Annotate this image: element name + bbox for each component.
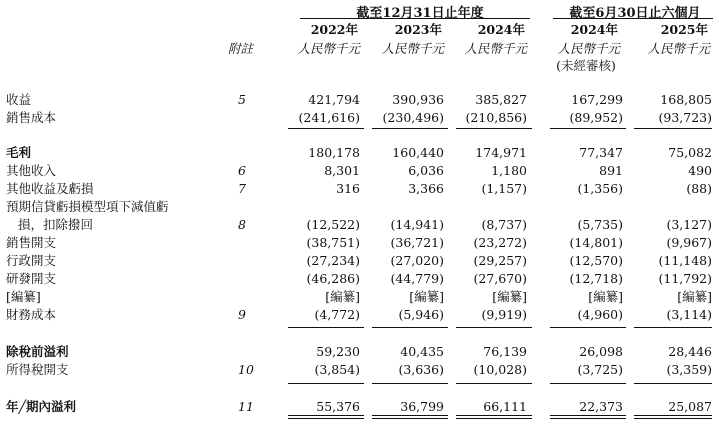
row-value: (93,723) <box>658 110 712 125</box>
table-row <box>0 216 719 234</box>
row-value: 59,230 <box>316 344 360 359</box>
row-value: (14,801) <box>569 235 623 250</box>
row-value: 26,098 <box>579 344 623 359</box>
table-row <box>0 306 719 324</box>
row-value: 76,139 <box>483 344 527 359</box>
row-label: [編纂] <box>6 289 41 304</box>
header-rule-years <box>300 18 530 19</box>
row-value: (12,718) <box>569 271 623 286</box>
row-value: 3,366 <box>408 181 444 196</box>
rule-after-cost <box>634 128 712 129</box>
row-label: 除稅前溢利 <box>6 344 69 359</box>
row-value: [編纂] <box>588 289 623 304</box>
header-unit-2024: 人民幣千元 <box>464 41 527 56</box>
row-value: (241,616) <box>298 110 360 125</box>
header-unit-2025-h1: 人民幣千元 <box>647 41 710 56</box>
row-value: (11,148) <box>658 253 712 268</box>
header-unit-2024-h1: 人民幣千元 <box>557 41 620 56</box>
table-row <box>0 180 719 198</box>
row-value: 40,435 <box>400 344 444 359</box>
row-value: 180,178 <box>308 145 360 160</box>
row-value: (3,127) <box>666 217 712 232</box>
table-row <box>0 343 719 361</box>
row-label: 年╱期內溢利 <box>6 399 77 414</box>
row-label: 其他收益及虧損 <box>6 181 94 196</box>
header-group-sixmonths: 截至6月30日止六個月 <box>569 6 701 21</box>
row-value: (88) <box>686 181 712 196</box>
row-note: 11 <box>238 399 254 414</box>
row-label: 其他收入 <box>6 163 57 178</box>
row-value: (23,272) <box>473 235 527 250</box>
row-value: (3,636) <box>398 362 444 377</box>
table-row <box>0 288 719 306</box>
row-value: (5,946) <box>398 307 444 322</box>
row-value: (3,114) <box>666 307 712 322</box>
row-value: (3,854) <box>314 362 360 377</box>
row-value: (1,157) <box>481 181 527 196</box>
row-value: 8,301 <box>324 163 360 178</box>
row-value: 66,111 <box>483 399 527 414</box>
row-value: 6,036 <box>408 163 444 178</box>
row-label: 財務成本 <box>6 307 57 322</box>
row-value: (3,725) <box>577 362 623 377</box>
row-value: (11,792) <box>658 271 712 286</box>
double-rule-total <box>288 415 364 419</box>
header-rule-sixmonths <box>553 18 713 19</box>
row-value: (12,522) <box>306 217 360 232</box>
table-row <box>0 234 719 252</box>
rule-after-finance <box>550 327 626 328</box>
rule-after-finance <box>634 327 712 328</box>
row-value: (210,856) <box>465 110 527 125</box>
rule-after-tax <box>288 383 364 384</box>
table-row <box>0 361 719 379</box>
double-rule-total <box>634 415 712 419</box>
row-value: (8,737) <box>481 217 527 232</box>
row-value: 75,082 <box>668 145 712 160</box>
rule-after-finance <box>372 327 448 328</box>
rule-after-cost <box>456 128 532 129</box>
row-note: 7 <box>238 181 246 196</box>
row-value: 421,794 <box>308 92 360 107</box>
row-label: 行政開支 <box>6 253 57 268</box>
row-value: (27,234) <box>306 253 360 268</box>
row-label: 研發開支 <box>6 271 57 286</box>
header-year-2024: 2024年 <box>477 22 525 37</box>
row-value: 174,971 <box>475 145 527 160</box>
row-value: (12,570) <box>569 253 623 268</box>
header-unaudited: (未經審核) <box>556 58 616 73</box>
row-value: [編纂] <box>677 289 712 304</box>
row-value: (27,670) <box>473 271 527 286</box>
header-unit-2022: 人民幣千元 <box>297 41 360 56</box>
table-row <box>0 144 719 162</box>
row-value: [編纂] <box>492 289 527 304</box>
rule-after-finance <box>288 327 364 328</box>
row-note: 6 <box>238 163 246 178</box>
row-value: 77,347 <box>579 145 623 160</box>
row-note: 9 <box>238 307 246 322</box>
table-row <box>0 91 719 109</box>
row-label: 預期信貸虧損模型項下減值虧 <box>6 199 169 214</box>
row-value: (29,257) <box>473 253 527 268</box>
row-value: (89,952) <box>569 110 623 125</box>
row-value: (5,735) <box>577 217 623 232</box>
row-value: (9,919) <box>481 307 527 322</box>
row-value: 160,440 <box>392 145 444 160</box>
row-note: 5 <box>238 92 246 107</box>
row-value: (14,941) <box>390 217 444 232</box>
row-value: 28,446 <box>668 344 712 359</box>
row-value: (3,359) <box>666 362 712 377</box>
row-note: 10 <box>238 362 254 377</box>
row-value: 25,087 <box>668 399 712 414</box>
table-row <box>0 270 719 288</box>
row-value: (10,028) <box>473 362 527 377</box>
row-value: (46,286) <box>306 271 360 286</box>
header-group-years: 截至12月31日止年度 <box>356 6 484 21</box>
row-value: (230,496) <box>382 110 444 125</box>
header-unit-2023: 人民幣千元 <box>381 41 444 56</box>
row-value: 1,180 <box>491 163 527 178</box>
header-note-label: 附註 <box>228 41 254 56</box>
table-row <box>0 109 719 127</box>
row-label: 毛利 <box>6 145 32 160</box>
table-row <box>0 398 719 416</box>
double-rule-total <box>372 415 448 419</box>
double-rule-total <box>550 415 626 419</box>
table-row <box>0 252 719 270</box>
rule-after-cost <box>550 128 626 129</box>
header-year-2025-h1: 2025年 <box>660 22 708 37</box>
row-value: [編纂] <box>325 289 360 304</box>
row-value: 390,936 <box>392 92 444 107</box>
row-value: 55,376 <box>316 399 360 414</box>
row-value: (1,356) <box>577 181 623 196</box>
row-value: 316 <box>336 181 360 196</box>
row-value: (9,967) <box>666 235 712 250</box>
row-label: 收益 <box>6 92 32 107</box>
row-value: (4,772) <box>314 307 360 322</box>
table-row <box>0 198 719 216</box>
header-year-2023: 2023年 <box>394 22 442 37</box>
row-label: 損，扣除撥回 <box>18 217 94 232</box>
row-note: 8 <box>238 217 246 232</box>
row-value: (27,020) <box>390 253 444 268</box>
rule-after-finance <box>456 327 532 328</box>
row-value: 168,805 <box>660 92 712 107</box>
rule-after-tax <box>372 383 448 384</box>
rule-after-tax <box>634 383 712 384</box>
row-value: 22,373 <box>579 399 623 414</box>
row-value: 167,299 <box>571 92 623 107</box>
row-value: 385,827 <box>475 92 527 107</box>
row-value: (38,751) <box>306 235 360 250</box>
rule-after-tax <box>550 383 626 384</box>
header-year-2024-h1: 2024年 <box>570 22 618 37</box>
row-value: [編纂] <box>409 289 444 304</box>
row-value: 490 <box>688 163 712 178</box>
row-label: 銷售成本 <box>6 110 57 125</box>
header-year-2022: 2022年 <box>310 22 358 37</box>
row-value: 36,799 <box>400 399 444 414</box>
rule-after-tax <box>456 383 532 384</box>
row-label: 所得稅開支 <box>6 362 69 377</box>
rule-after-cost <box>288 128 364 129</box>
table-row <box>0 162 719 180</box>
row-value: (4,960) <box>577 307 623 322</box>
double-rule-total <box>456 415 532 419</box>
row-value: (36,721) <box>390 235 444 250</box>
row-value: (44,779) <box>390 271 444 286</box>
rule-after-cost <box>372 128 448 129</box>
row-label: 銷售開支 <box>6 235 57 250</box>
row-value: 891 <box>599 163 623 178</box>
